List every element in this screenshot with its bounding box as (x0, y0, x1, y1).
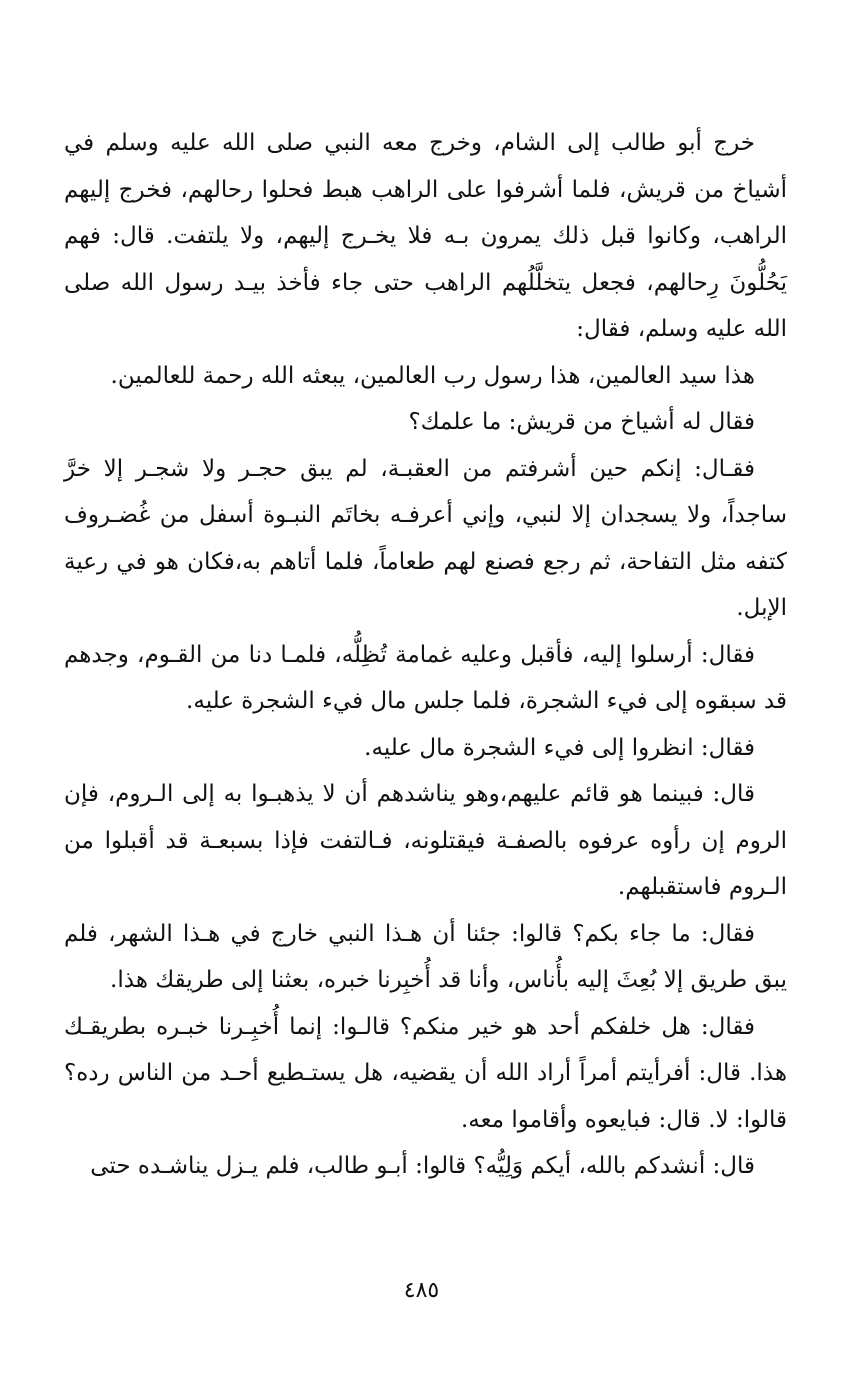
page-body (64, 120, 787, 1190)
paragraph-8: فقال: ما جاء بكم؟ قالوا: جئنا أن هـذا النبي خارج في هـذا الشهر، فلم يبق طريق إلا بُعِثَ إليه بأُناس، وأنا قد أُخبِرنا خبره، بعثنا إلى طريقك هذا. (64, 920, 787, 993)
paragraph-3: فقال له أشياخ من قريش: ما علمك؟ (408, 409, 755, 435)
paragraph-1: خرج أبو طالب إلى الشام، وخرج معه النبي صلى الله عليه وسلم في أشياخ من قريش، فلما أشرفوا على الراهب هبط فحلوا رحالهم، فخرج إليهم الراهب، وكانوا قبل ذلك يمرون بـه فلا يخـرج إليهم، ولا يلتفت. قال: فهم يَحُلُّونَ رِحالهم، فجعل يتخلَّلُهم الراهب حتى جاء فأخذ بيـد رسول الله صلى الله عليه وسلم، فقال: (64, 130, 787, 342)
page-number: ٤٨٥ (403, 1278, 440, 1303)
paragraph-2: هذا سيد العالمين، هذا رسول رب العالمين، يبعثه الله رحمة للعالمين. (110, 362, 755, 389)
paragraph-6: فقال: انظروا إلى فيء الشجرة مال عليه. (364, 734, 755, 761)
paragraph-4: فقـال: إنكم حين أشرفتم من العقبـة، لم يبق حجـر ولا شجـر إلا خرَّ ساجداً، ولا يسجدان إلا لنبي، وإني أعرفـه بخاتَم النبـوة أسفل من غُضـروف كتفه مثل التفاحة، ثم رجع فصنع لهم طعاماً، فلما أتاهم به،فكان هو في رعية الإبل. (64, 455, 787, 621)
paragraph-10: قال: أنشدكم بالله، أيكم وَلِيُّه؟ قالوا: أبـو طالب، فلم يـزل يناشـده حتى (90, 1153, 755, 1179)
paragraph-5: فقال: أرسلوا إليه، فأقبل وعليه غمامة تُظِلُّه، فلمـا دنا من القـوم، وجدهم قد سبقوه إلى فيء الشجرة، فلما جلس مال فيء الشجرة عليه. (64, 641, 787, 714)
paragraph-7: قال: فبينما هو قائم عليهم،وهو يناشدهم أن لا يذهبـوا به إلى الـروم، فإن الروم إن رأوه عرفوه بالصفـة فيقتلونه، فـالتفت فإذا بسبعـة قد أقبلوا من الـروم فاستقبلهم. (64, 781, 787, 900)
paragraph-9: فقال: هل خلفكم أحد هو خير منكم؟ قالـوا: إنما أُخبِـرنا خبـره بطريقـك هذا. قال: أفرأيتم أمراً أراد الله أن يقضيه، هل يستـطيع أحـد من الناس رده؟ قالوا: لا. قال: فبايعوه وأقاموا معه. (64, 1013, 787, 1133)
